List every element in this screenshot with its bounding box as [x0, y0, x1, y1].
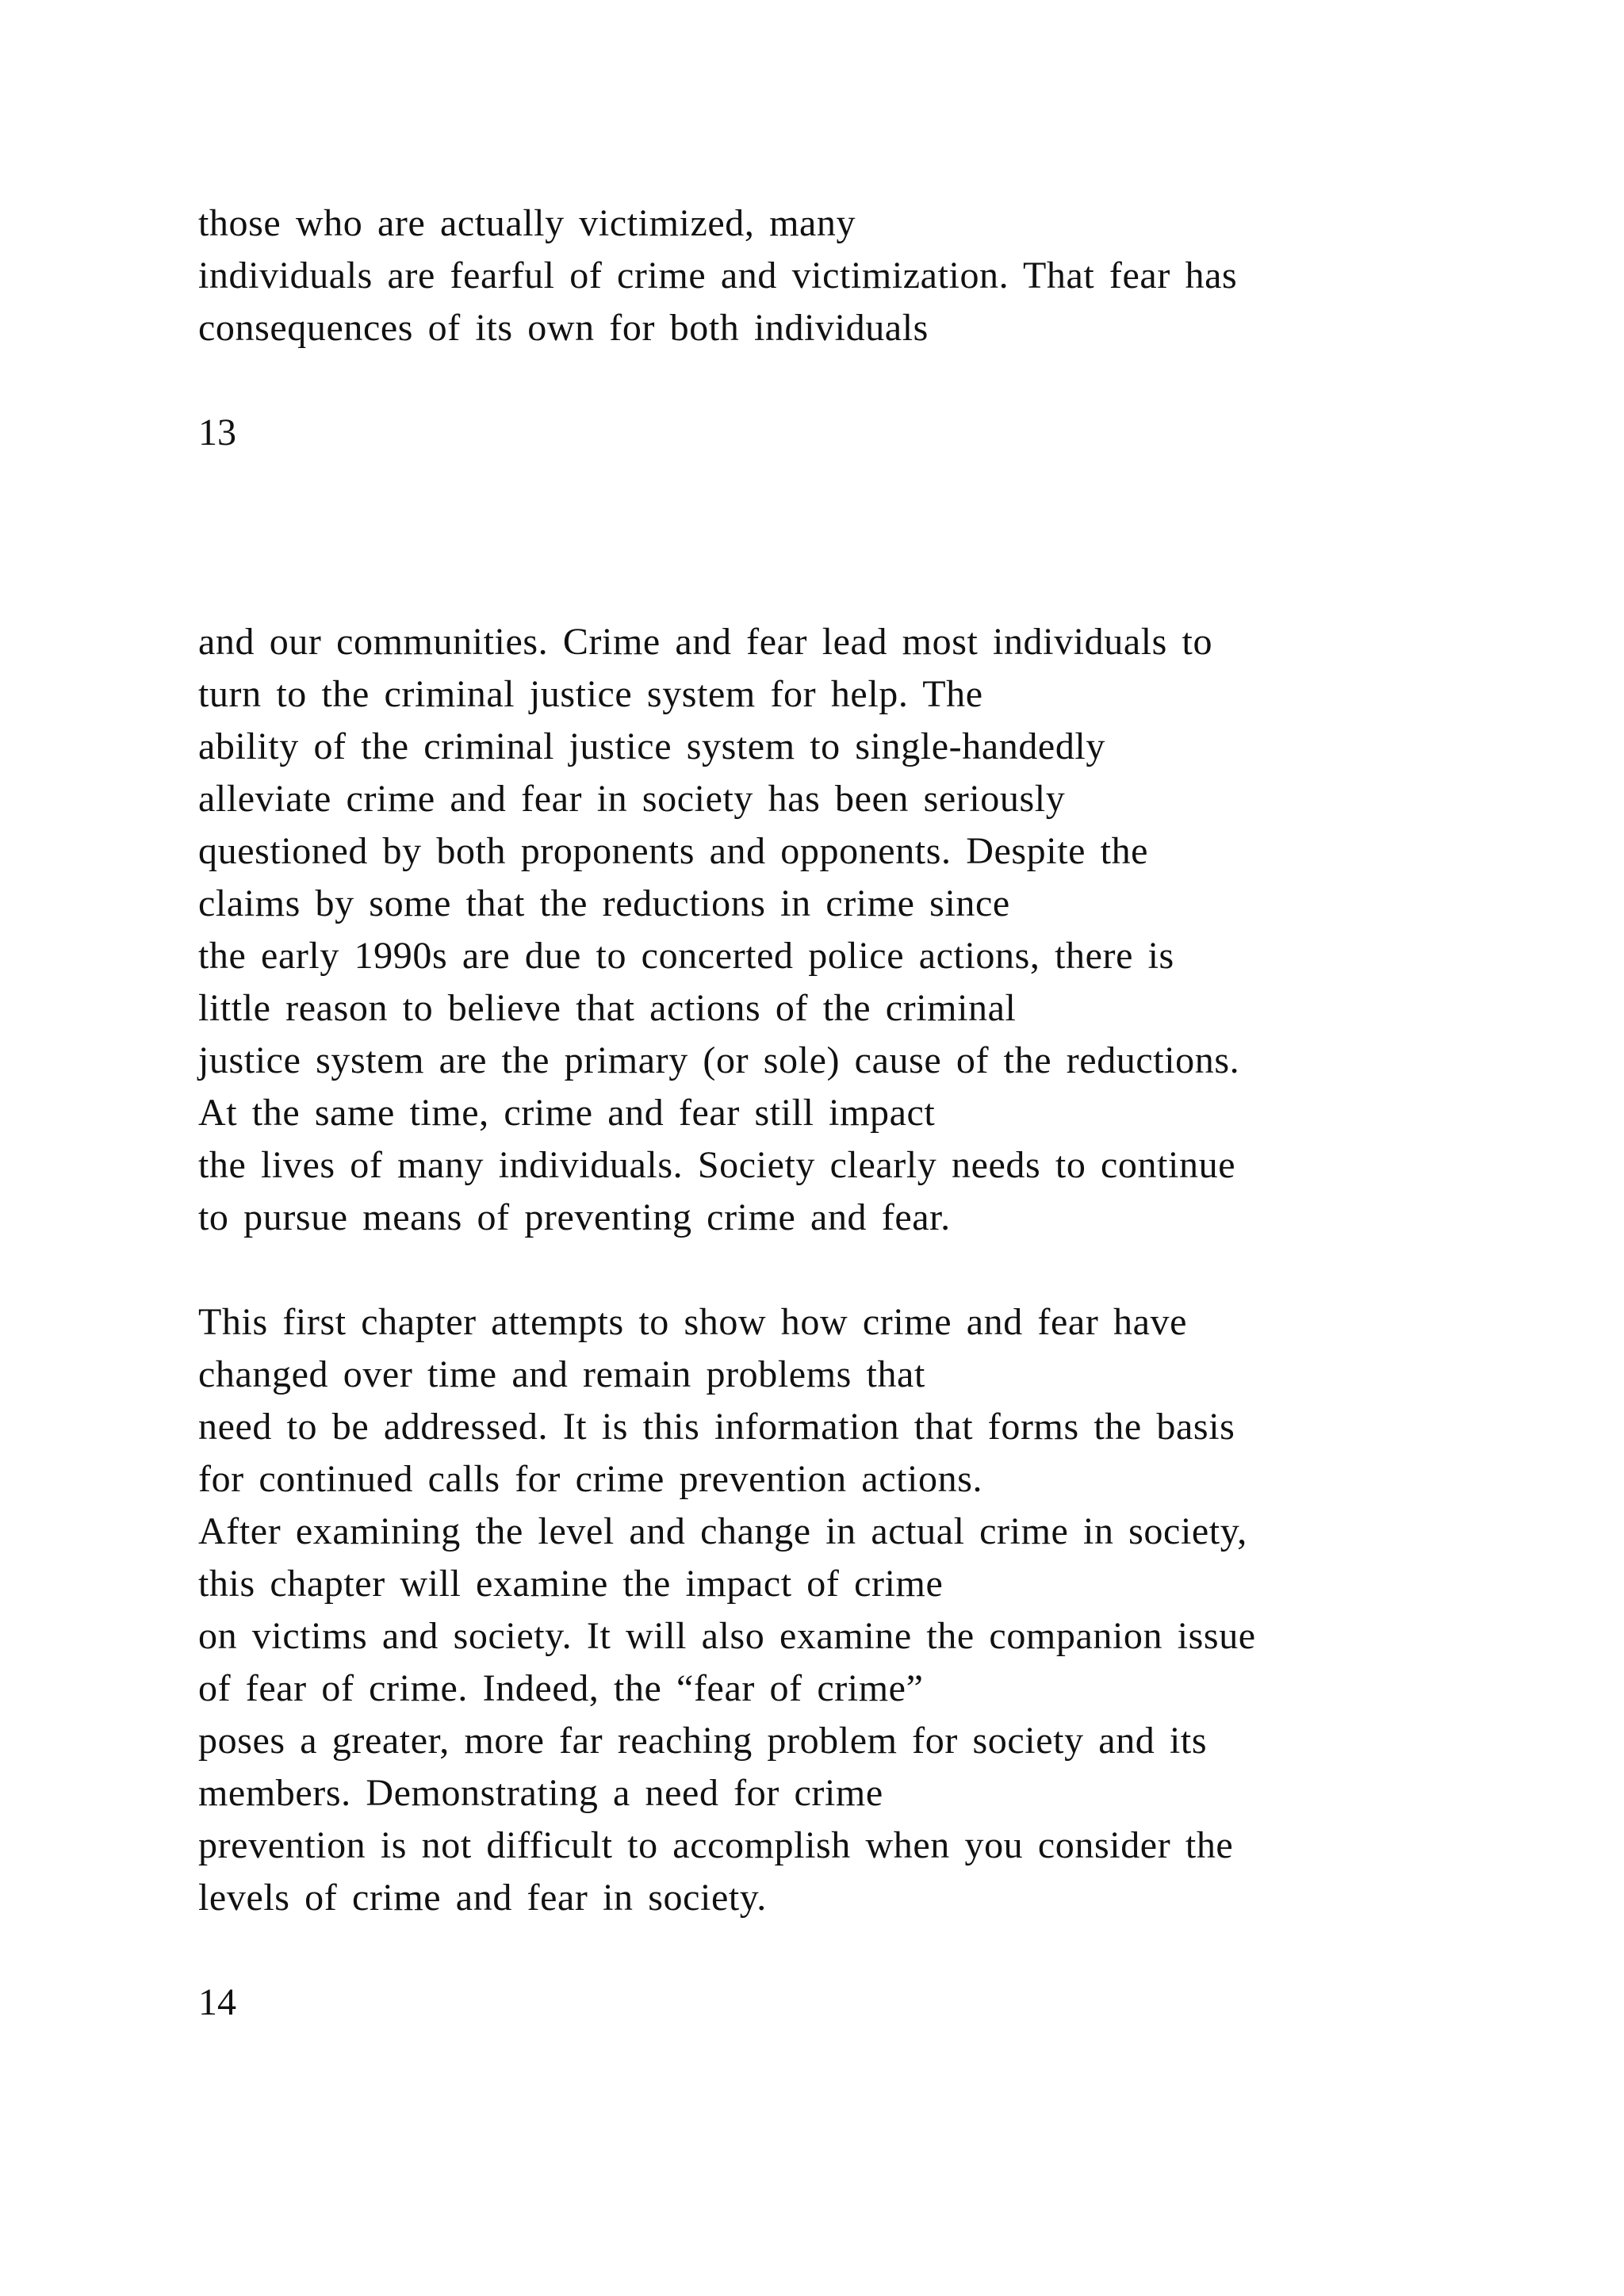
text-line: At the same time, crime and fear still impact — [198, 1092, 936, 1134]
text-line: little reason to believe that actions of the criminal — [198, 987, 1017, 1029]
text-line: consequences of its own for both individuals — [198, 307, 929, 349]
text-line: ability of the criminal justice system to single-handedly — [198, 725, 1105, 767]
text-line: This first chapter attempts to show how crime and fear have — [198, 1301, 1188, 1343]
text-line: on victims and society. It will also examine the companion issue — [198, 1615, 1256, 1657]
text-line: turn to the criminal justice system for help. The — [198, 673, 983, 715]
text-line: changed over time and remain problems that — [198, 1353, 925, 1395]
text-line: members. Demonstrating a need for crime — [198, 1772, 883, 1814]
text-line: prevention is not difficult to accomplish when you consider the — [198, 1824, 1234, 1866]
text-line: and our communities. Crime and fear lead most individuals to — [198, 621, 1213, 663]
text-line: for continued calls for crime prevention actions. — [198, 1458, 983, 1500]
page-number: 14 — [198, 1981, 236, 2023]
text-line: After examining the level and change in actual crime in society, — [198, 1510, 1247, 1552]
text-line: individuals are fearful of crime and victimization. That fear has — [198, 254, 1238, 297]
page-number: 13 — [198, 411, 236, 453]
text-line: questioned by both proponents and opponents. Despite the — [198, 830, 1149, 872]
text-line: to pursue means of preventing crime and fear. — [198, 1196, 951, 1238]
text-line: need to be addressed. It is this information that forms the basis — [198, 1406, 1235, 1448]
text-line: justice system are the primary (or sole) cause of the reductions. — [198, 1039, 1240, 1081]
text-line: of fear of crime. Indeed, the “fear of crime” — [198, 1667, 924, 1709]
text-line: this chapter will examine the impact of crime — [198, 1563, 944, 1605]
text-line: those who are actually victimized, many — [198, 202, 856, 244]
text-line: the early 1990s are due to concerted police actions, there is — [198, 935, 1174, 977]
text-line: poses a greater, more far reaching problem for society and its — [198, 1720, 1208, 1762]
text-line: claims by some that the reductions in crime since — [198, 882, 1010, 924]
text-line: alleviate crime and fear in society has been seriously — [198, 778, 1066, 820]
text-line: levels of crime and fear in society. — [198, 1877, 767, 1919]
text-line: the lives of many individuals. Society clearly needs to continue — [198, 1144, 1236, 1186]
